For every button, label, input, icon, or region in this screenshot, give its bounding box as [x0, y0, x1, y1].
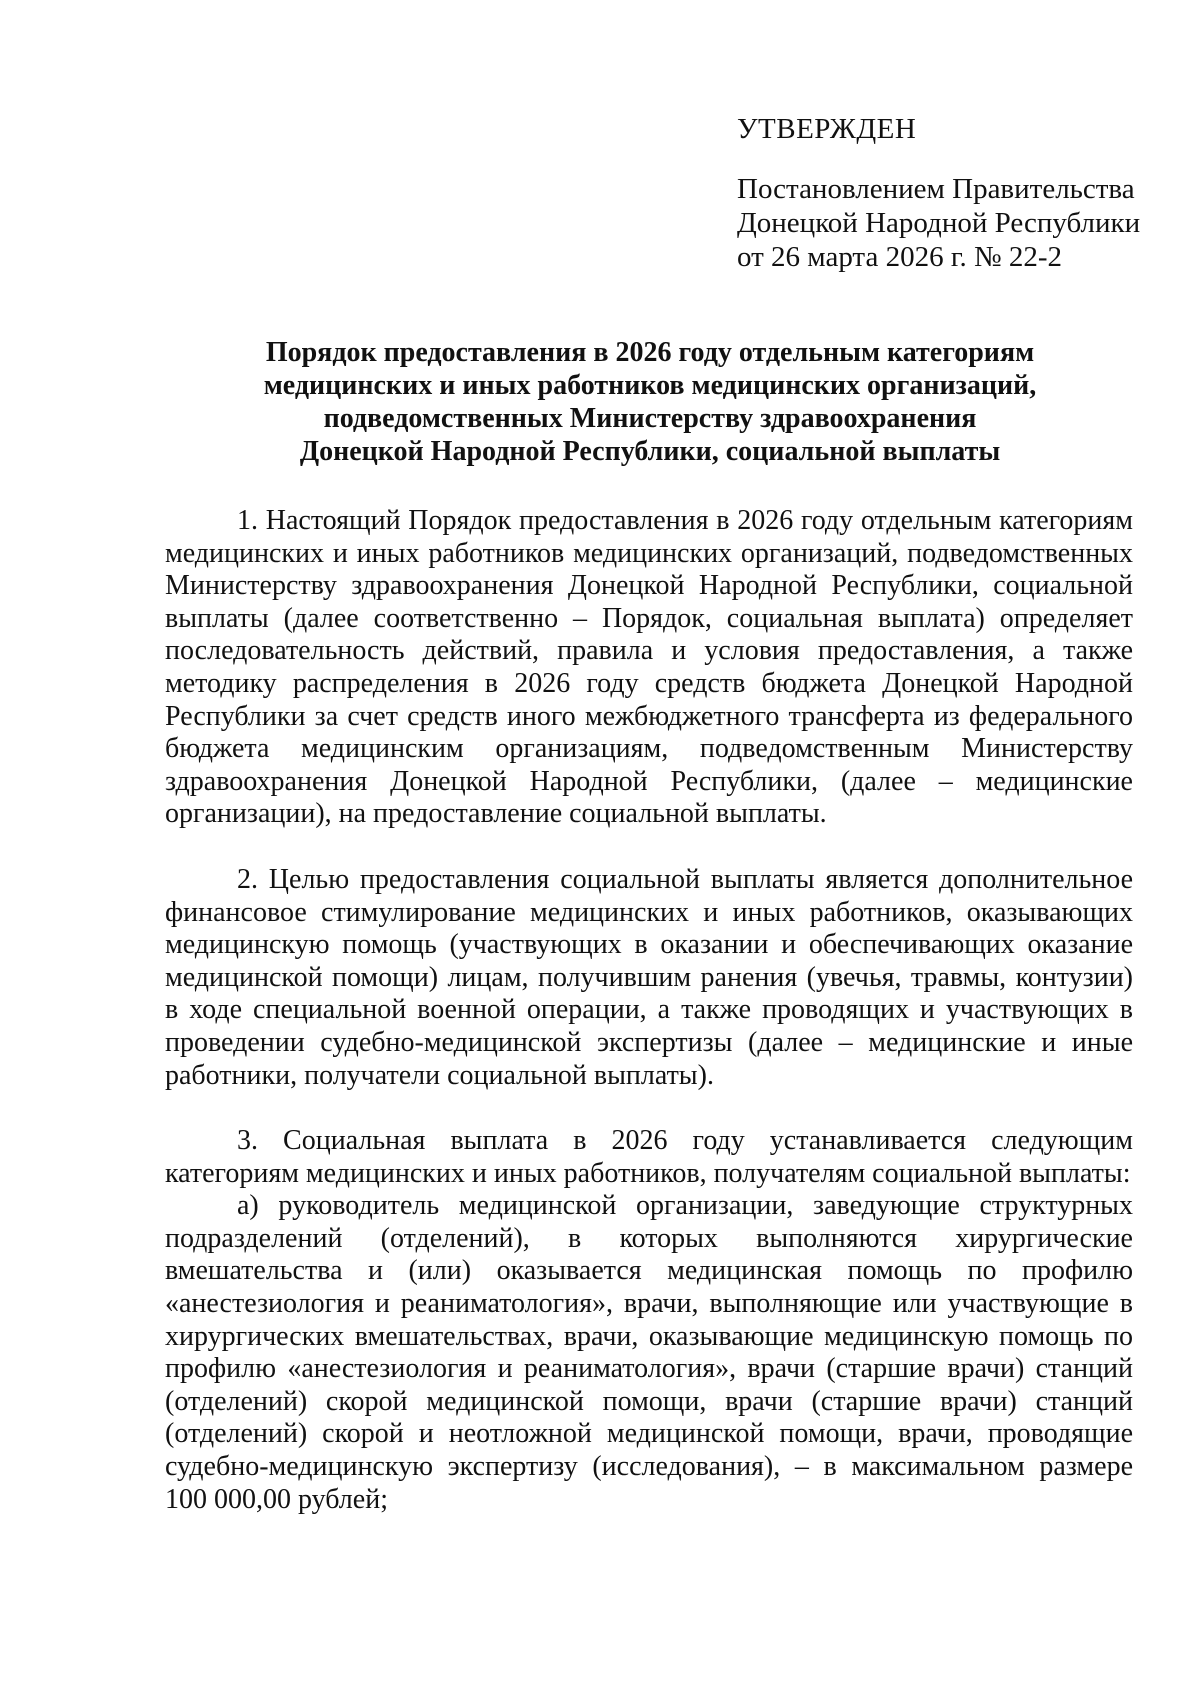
approval-line: от 26 марта 2026 г. № 22-2: [737, 241, 1063, 273]
approval-block: [737, 112, 1177, 274]
title-line: медицинских и иных работников медицинских организаций,: [263, 370, 1037, 401]
document-body: [165, 505, 1133, 1516]
section-3-item-a: а) руководитель медицинской организации, заведующие структурных подразделений (отделений), в которых выполняются хирургические вмешательства и (или) оказывается медицинская помощь по профилю «анестезиология и реаниматология», врачи, выполняющие или участвующие в хирургических вмешательствах, врачи, оказывающие медицинскую помощь по профилю «анестезиология и реаниматология», врачи (старшие врачи) станций (отделений) скорой медицинской помощи, врачи (старшие врачи) станций (отделений) скорой и неотложной медицинской помощи, врачи, проводящие судебно-медицинскую экспертизу (исследования), – в максимальном размере 100 000,00 рублей;: [165, 1190, 1133, 1515]
title-line: Донецкой Народной Республики, социальной выплаты: [299, 436, 1001, 467]
section-1: 1. Настоящий Порядок предоставления в 2026 году отдельным категориям медицинских и иных работников медицинских организаций, подведомственных Министерству здравоохранения Донецкой Народной Республики, социальной выплаты (далее соответственно – Порядок, социальная выплата) определяет последовательность действий, правила и условия предоставления, а также методику распределения в 2026 году средств бюджета Донецкой Народной Республики за счет средств иного межбюджетного трансферта из федерального бюджета медицинским организациям, подведомственным Министерству здравоохранения Донецкой Народной Республики, (далее – медицинские организации), на предоставление социальной выплаты.: [165, 505, 1133, 830]
section-2: 2. Целью предоставления социальной выплаты является дополнительное финансовое стимулирование медицинских и иных работников, оказывающих медицинскую помощь (участвующих в оказании и обеспечивающих оказание медицинской помощи) лицам, получившим ранения (увечья, травмы, контузии) в ходе специальной военной операции, а также проводящих и участвующих в проведении судебно-медицинской экспертизы (далее – медицинские и иные работники, получатели социальной выплаты).: [165, 863, 1133, 1091]
title-line: Порядок предоставления в 2026 году отдельным категориям: [265, 337, 1035, 368]
approval-line: Донецкой Народной Республики: [737, 207, 1141, 239]
document-title: [165, 336, 1135, 468]
title-line: подведомственных Министерству здравоохранения: [323, 403, 977, 434]
approval-stamp: УТВЕРЖДЕН: [737, 113, 917, 145]
section-3: 3. Социальная выплата в 2026 году устанавливается следующим категориям медицинских и иных работников, получателям социальной выплаты:: [165, 1125, 1133, 1189]
approval-line: Постановлением Правительства: [737, 173, 1135, 205]
